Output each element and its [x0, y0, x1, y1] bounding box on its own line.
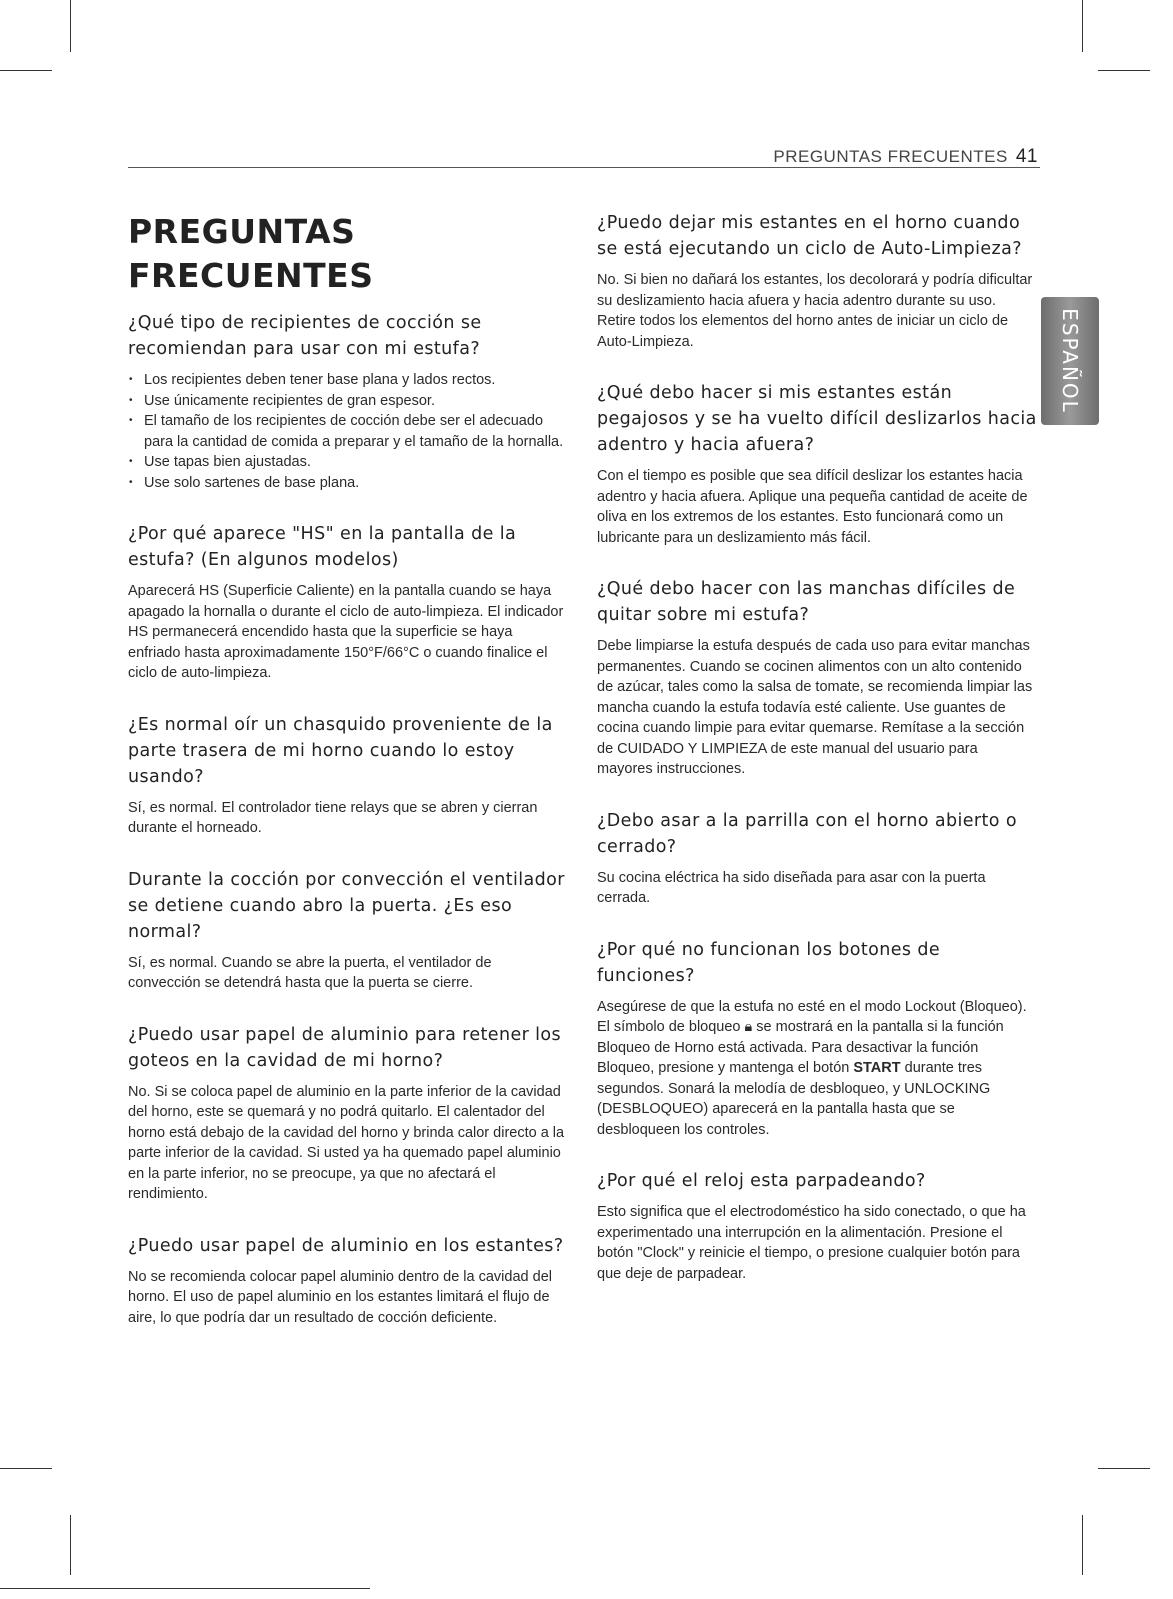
faq-answer: Sí, es normal. Cuando se abre la puerta, el ventilador de convección se detendrá hasta que la puerta se cierre.	[128, 954, 492, 991]
page-title-line: FRECUENTES	[128, 256, 374, 295]
faq-question: ¿Puedo usar papel de aluminio en los estantes?	[128, 1235, 564, 1256]
language-tab-label: ESPAÑOL	[1058, 308, 1082, 414]
faq-item	[128, 1022, 566, 1205]
crop-mark	[0, 1468, 52, 1469]
right-column	[597, 210, 1037, 1312]
start-button-label: START	[853, 1060, 901, 1076]
faq-question: Durante la cocción por convección el ventilador se detiene cuando abro la puerta. ¿Es eso normal?	[128, 869, 565, 942]
faq-item	[597, 380, 1037, 548]
faq-answer: No. Si se coloca papel de aluminio en la parte inferior de la cavidad del horno, este se quemará y no podrá quitarlo. El calentador del horno está debajo de la cavidad del horno y brinda calor directo a la parte inferior de la cavidad. Si usted ya ha quemado papel aluminio en la parte inferior, no se preocupe, ya que no afectará el rendimiento.	[128, 1083, 565, 1202]
faq-question: ¿Qué debo hacer si mis estantes están pegajosos y se ha vuelto difícil deslizarlos hacia adentro y hacia afuera?	[597, 383, 1037, 455]
faq-item	[597, 210, 1037, 352]
faq-item	[128, 867, 566, 994]
bottom-rule	[0, 1588, 370, 1589]
bullet-list	[128, 370, 566, 493]
faq-item	[128, 1233, 566, 1329]
faq-question: ¿Qué tipo de recipientes de cocción se recomiendan para usar con mi estufa?	[128, 313, 482, 359]
faq-question: ¿Qué debo hacer con las manchas difíciles de quitar sobre mi estufa?	[597, 579, 1016, 625]
page-number: 41	[1015, 146, 1038, 167]
faq-item	[128, 310, 566, 493]
faq-item	[128, 712, 566, 839]
answer-text: se mostrará en la pantalla si la función Bloqueo de Horno está activada. Para desactivar la función Bloqueo, presione y mantenga el botón	[597, 1019, 1004, 1076]
crop-mark	[0, 70, 52, 71]
crop-mark	[1082, 1515, 1083, 1575]
header-rule	[128, 167, 1040, 168]
crop-mark	[70, 1515, 71, 1575]
faq-item	[597, 808, 1037, 909]
faq-answer: Esto significa que el electrodoméstico ha sido conectado, o que ha experimentado una interrupción en la alimentación. Presione el botón "Clock" y reinicie el tiempo, o presione cualquier botón para que deje de parpadear.	[597, 1204, 1026, 1282]
faq-item	[128, 521, 566, 684]
faq-answer: No. Si bien no dañará los estantes, los decolorará y podría dificultar su deslizamiento hacia afuera y hacia adentro durante su uso. Retire todos los elementos del horno antes de iniciar un ciclo de Auto-Limpieza.	[597, 272, 1033, 350]
faq-item	[597, 1168, 1037, 1284]
answer-text: Asegúrese de que la estufa no esté en el modo Lockout (Bloqueo). El símbolo de bloqueo	[597, 998, 1027, 1035]
faq-answer: Su cocina eléctrica ha sido diseñada para asar con la puerta cerrada.	[597, 869, 986, 906]
list-item: • Use únicamente recipientes de gran espesor.	[128, 391, 566, 412]
page-title-line: PREGUNTAS	[128, 212, 356, 251]
language-tab	[1041, 297, 1099, 425]
faq-answer: Aparecerá HS (Superficie Caliente) en la pantalla cuando se haya apagado la hornalla o durante el ciclo de auto-limpieza. El indicador HS permanecerá encendido hasta que la superficie se haya enfriado hasta aproximadamente 150°F/66°C o cuando finalice el ciclo de auto-limpieza.	[128, 583, 564, 681]
list-item: • El tamaño de los recipientes de cocción debe ser el adecuado para la cantidad de comida a preparar y el tamaño de la hornalla.	[128, 411, 566, 452]
faq-question: ¿Es normal oír un chasquido proveniente de la parte trasera de mi horno cuando lo estoy usando?	[128, 714, 553, 787]
crop-mark	[1098, 70, 1150, 71]
faq-answer: Con el tiempo es posible que sea difícil deslizar los estantes hacia adentro y hacia afuera. Aplique una pequeña cantidad de aceite de oliva en los extremos de los estantes. Esto funcionará como un lubricante para un deslizamiento más fácil.	[597, 468, 1028, 546]
faq-question: ¿Por qué aparece "HS" en la pantalla de la estufa? (En algunos modelos)	[128, 524, 517, 570]
crop-mark	[1098, 1468, 1150, 1469]
header-title: PREGUNTAS FRECUENTES	[773, 147, 1008, 166]
list-item: • Los recipientes deben tener base plana y lados rectos.	[128, 370, 566, 391]
list-item: • Use tapas bien ajustadas.	[128, 452, 566, 473]
page-title	[128, 210, 566, 298]
faq-question: ¿Por qué el reloj esta parpadeando?	[597, 1171, 926, 1191]
list-item: • Use solo sartenes de base plana.	[128, 473, 566, 494]
crop-mark	[70, 0, 71, 52]
faq-answer: Sí, es normal. El controlador tiene relays que se abren y cierran durante el horneado.	[128, 799, 538, 836]
faq-answer: No se recomienda colocar papel aluminio dentro de la cavidad del horno. El uso de papel aluminio en los estantes limitará el flujo de aire, lo que podría dar un resultado de cocción deficiente.	[128, 1268, 552, 1326]
faq-item	[597, 576, 1037, 780]
crop-mark	[1082, 0, 1083, 52]
running-header	[773, 146, 1038, 168]
answer-text: durante tres segundos. Sonará la melodía de desbloqueo, y UNLOCKING (DESBLOQUEO) aparecerá en la pantalla hasta que se desbloqueen los controles.	[597, 1060, 991, 1138]
left-column	[128, 210, 566, 1356]
faq-answer	[597, 997, 1037, 1141]
faq-question: ¿Por qué no funcionan los botones de funciones?	[597, 939, 941, 986]
faq-item	[597, 937, 1037, 1141]
faq-question: ¿Puedo dejar mis estantes en el horno cuando se está ejecutando un ciclo de Auto-Limpieza?	[597, 213, 1022, 259]
faq-question: ¿Debo asar a la parrilla con el horno abierto o cerrado?	[597, 810, 1017, 857]
faq-question: ¿Puedo usar papel de aluminio para retener los goteos en la cavidad de mi horno?	[128, 1024, 562, 1071]
faq-answer: Debe limpiarse la estufa después de cada uso para evitar manchas permanentes. Cuando se cocinen alimentos con un alto contenido de azúcar, tales como la salsa de tomate, se recomienda limpiar las mancha cuando la estufa todavía esté caliente. Use guantes de cocina cuando limpie para evitar quemarse. Remítase a la sección de CUIDADO Y LIMPIEZA de este manual del usuario para mayores instrucciones.	[597, 638, 1033, 777]
lock-icon: 🔒︎	[744, 1019, 753, 1035]
